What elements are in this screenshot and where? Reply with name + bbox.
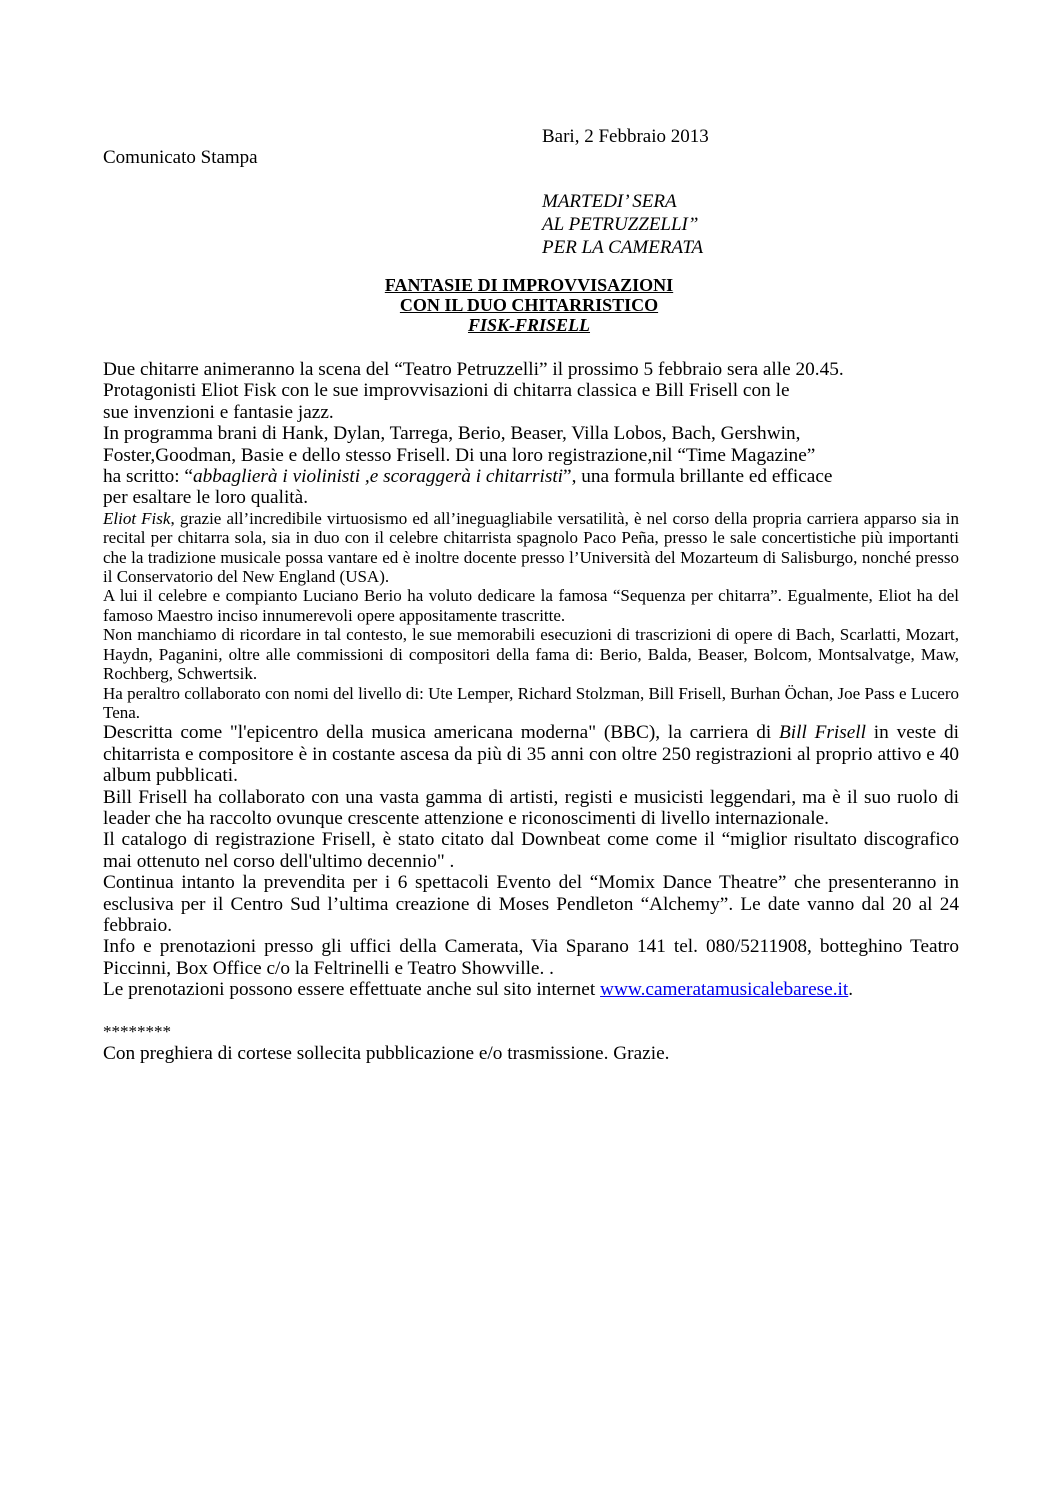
title-line-2: CON IL DUO CHITARRISTICO [399,295,659,315]
page-title [0,275,1058,335]
intro-line [103,466,959,487]
press-release-date: Bari, 2 Febbraio 2013 [542,126,709,147]
document-label: Comunicato Stampa [103,147,258,168]
title-line-1: FANTASIE DI IMPROVVISAZIONI [384,275,674,295]
booking-paragraph [103,979,959,1000]
booking-text: . [848,979,854,1001]
fisk-text: , grazie all’incredibile virtuosismo ed all’ineguagliabile versatilità, è nel corso della propria carriera apparso sia in recital per chitarra sola, sia in duo con il celebre chitarrista spagnolo Paco Peña, presso le sale concertistiche più importanti che la tradizione musicale possa vantare ed è inoltre docente presso l’Università del Mozarteum di Salisburgo, nonché presso il Conservatorio del New England (USA). [103,508,959,587]
frisell-text: Descritta come "l'epicentro della musica americana moderna" (BBC), la carriera di [103,722,779,744]
frisell-name: Bill Frisell [778,722,867,744]
closing-note: Con preghiera di cortese sollecita pubblicazione e/o trasmissione. Grazie. [103,1042,670,1064]
momix-paragraph: Continua intanto la prevendita per i 6 spettacoli Evento del “Momix Dance Theatre” che presenteranno in esclusiva per il Centro Sud l’ultima creazione di Moses Pendleton “Alchemy”. Le date vanno dal 20 al 24 febbraio. [103,872,959,936]
intro-line: Due chitarre animeranno la scena del “Teatro Petruzzelli” il prossimo 5 febbraio sera alle 20.45. [103,359,844,380]
frisell-paragraph [103,722,959,786]
subheading [542,190,703,259]
intro-line: In programma brani di Hank, Dylan, Tarrega, Berio, Beaser, Villa Lobos, Bach, Gershwin, [103,423,801,445]
intro-text: ha scritto: “ [103,466,193,488]
booking-text: Le prenotazioni possono essere effettuate anche sul sito internet [103,979,601,1001]
subheading-line-1: MARTEDI’ SERA [542,191,677,212]
frisell-catalog-paragraph: Il catalogo di registrazione Frisell, è stato citato dal Downbeat come come il “miglior risultato discografico mai ottenuto nel corso dell'ultimo decennio" . [103,829,959,872]
frisell-collaborations-paragraph: Bill Frisell ha collaborato con una vasta gamma di artisti, registi e musicisti leggendari, ma è il suo ruolo di leader che ha raccolto ovunque crescente attenzione e riconoscimenti di livello internazionale. [103,786,959,829]
website-link[interactable]: www.cameratamusicalebarese.it [600,979,849,1001]
intro-line: sue invenzioni e fantasie jazz. [103,401,334,423]
title-line-3: FISK-FRISELL [467,315,591,335]
separator: ******** [103,1021,171,1041]
fisk-name: Eliot Fisk [103,508,171,528]
fisk-paragraph [103,509,959,587]
fisk-transcriptions-paragraph: Non manchiamo di ricordare in tal contesto, le sue memorabili esecuzioni di trascrizioni di opere di Bach, Scarlatti, Mozart, Haydn, Paganini, oltre alle commissioni di compositori della fama di: Berio, Balda, Beaser, Bolcom, Montsalvatge, Maw, Rochberg, Schwertsik. [103,625,959,684]
intro-line: Foster,Goodman, Basie e dello stesso Frisell. Di una loro registrazione,nil “Time Magazine” [103,444,816,466]
subheading-line-2: AL PETRUZZELLI” [542,214,699,235]
fisk-berio-paragraph: A lui il celebre e compianto Luciano Berio ha voluto dedicare la famosa “Sequenza per chitarra”. Egualmente, Eliot ha del famoso Maestro inciso innumerevoli opere appositamente trascritte. [103,586,959,625]
intro-line: Protagonisti Eliot Fisk con le sue improvvisazioni di chitarra classica e Bill Frisell con le [103,380,790,402]
frisell-text: in veste di chitarrista e compositore è in costante ascesa da più di 35 anni con oltre 250 registrazioni al proprio attivo e 40 album pubblicati. [103,722,959,787]
intro-line: per esaltare le loro qualità. [103,487,309,509]
magazine-quote: abbaglierà i violinisti ,e scoraggerà i chitarristi [192,466,564,488]
info-paragraph: Info e prenotazioni presso gli uffici della Camerata, Via Sparano 141 tel. 080/5211908, botteghino Teatro Piccinni, Box Office c/o la Feltrinelli e Teatro Showville. . [103,936,959,979]
subheading-line-3: PER LA CAMERATA [542,237,704,258]
fisk-collaborations-paragraph: Ha peraltro collaborato con nomi del livello di: Ute Lemper, Richard Stolzman, Bill Frisell, Burhan Öchan, Joe Pass e Lucero Tena. [103,683,959,722]
document-body [103,359,959,1064]
intro-paragraph [103,359,959,509]
intro-text: ”, una formula brillante ed efficace [563,466,833,488]
